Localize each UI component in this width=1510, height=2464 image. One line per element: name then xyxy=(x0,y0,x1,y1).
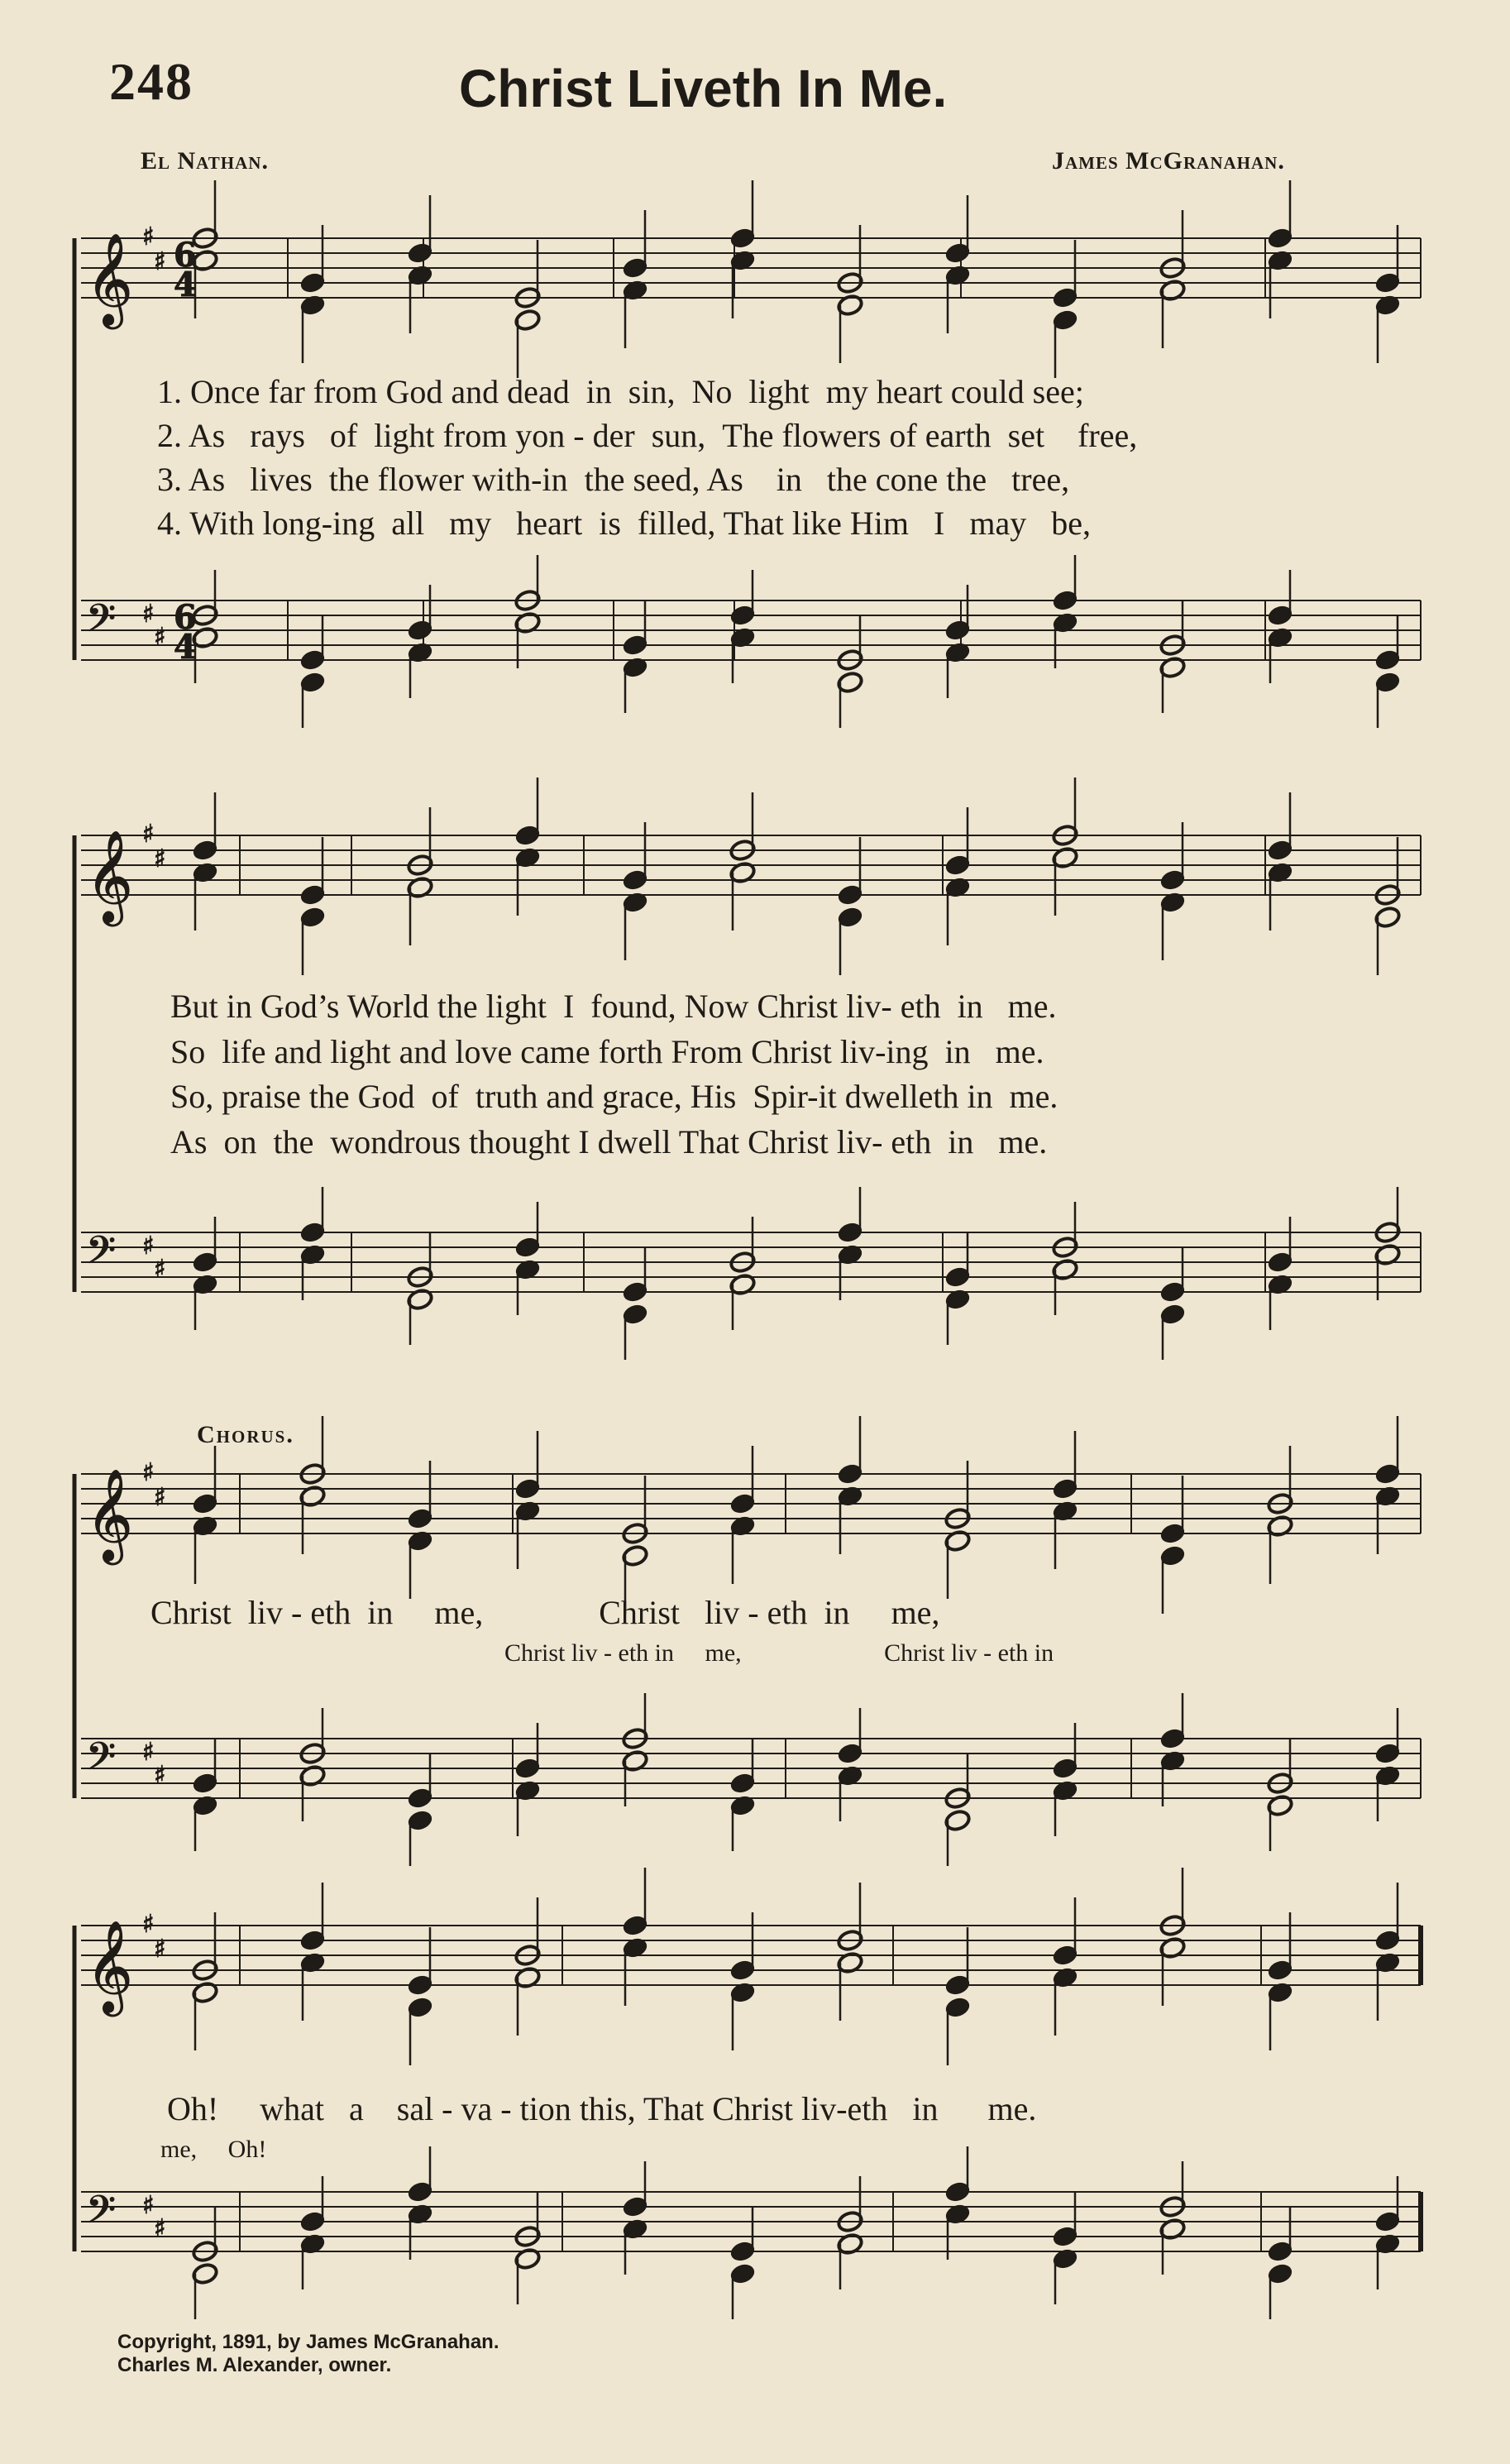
sharp-sign: ♯ xyxy=(154,1935,166,1964)
chorus-line-1: Christ liv - eth in me, Christ liv - eth in me, xyxy=(151,1594,940,1631)
time-signature: 4 xyxy=(174,266,197,304)
bass-clef: 𝄢 xyxy=(86,596,117,650)
treble-clef: 𝄞 xyxy=(86,232,133,325)
refrain-line-4: As on the wondrous thought I dwell That Christ liv- eth in me. xyxy=(170,1123,1048,1160)
bass-clef: 𝄢 xyxy=(86,1734,117,1788)
sharp-sign: ♯ xyxy=(142,1232,155,1261)
chorus-alto-line-2: me, Oh! xyxy=(160,2136,267,2163)
sharp-sign: ♯ xyxy=(154,2214,166,2243)
sharp-sign: ♯ xyxy=(154,623,166,652)
sharp-sign: ♯ xyxy=(142,1910,155,1939)
sharp-sign: ♯ xyxy=(142,1458,155,1487)
sharp-sign: ♯ xyxy=(154,844,166,873)
sharp-sign: ♯ xyxy=(142,820,155,849)
chorus-label: Chorus. xyxy=(197,1421,294,1448)
composer-credit: James McGranahan. xyxy=(1052,147,1285,175)
refrain-line-3: So, praise the God of truth and grace, His Spir-it dwelleth in me. xyxy=(170,1078,1058,1115)
sharp-sign: ♯ xyxy=(142,1738,155,1767)
chorus-line-2: Oh! what a sal - va - tion this, That Christ liv-eth in me. xyxy=(167,2090,1037,2127)
time-signature: 4 xyxy=(174,628,197,667)
verse-1: 1. Once far from God and dead in sin, No light my heart could see; xyxy=(157,373,1084,410)
sharp-sign: ♯ xyxy=(142,600,155,629)
verse-2: 2. As rays of light from yon - der sun, The flowers of earth set free, xyxy=(157,417,1138,454)
verse-4: 4. With long-ing all my heart is filled, That like Him I may be, xyxy=(157,505,1091,542)
bass-clef: 𝄢 xyxy=(86,1228,117,1282)
hymn-title: Christ Liveth In Me. xyxy=(459,59,948,118)
sharp-sign: ♯ xyxy=(154,1483,166,1512)
sharp-sign: ♯ xyxy=(154,247,166,276)
page-number: 248 xyxy=(109,52,194,111)
sharp-sign: ♯ xyxy=(142,222,155,251)
treble-clef: 𝄞 xyxy=(86,1920,133,2012)
time-signature: 6 xyxy=(174,598,197,637)
time-signature: 6 xyxy=(174,236,197,275)
copyright-notice: Copyright, 1891, by James McGranahan. Charles M. Alexander, owner. xyxy=(117,2331,499,2376)
sharp-sign: ♯ xyxy=(154,1761,166,1790)
sharp-sign: ♯ xyxy=(142,2191,155,2220)
refrain-line-2: So life and light and love came forth From Christ liv-ing in me. xyxy=(170,1033,1044,1070)
lyricist-credit: El Nathan. xyxy=(141,147,269,175)
sharp-sign: ♯ xyxy=(154,1255,166,1284)
verse-3: 3. As lives the flower with-in the seed, As in the cone the tree, xyxy=(157,461,1070,498)
chorus-alto-line-1: Christ liv - eth in me, Christ liv - eth in xyxy=(504,1639,1054,1667)
bass-clef: 𝄢 xyxy=(86,2188,117,2242)
treble-clef: 𝄞 xyxy=(86,1468,133,1561)
treble-clef: 𝄞 xyxy=(86,830,133,922)
refrain-line-1: But in God’s World the light I found, Now Christ liv- eth in me. xyxy=(170,988,1057,1025)
